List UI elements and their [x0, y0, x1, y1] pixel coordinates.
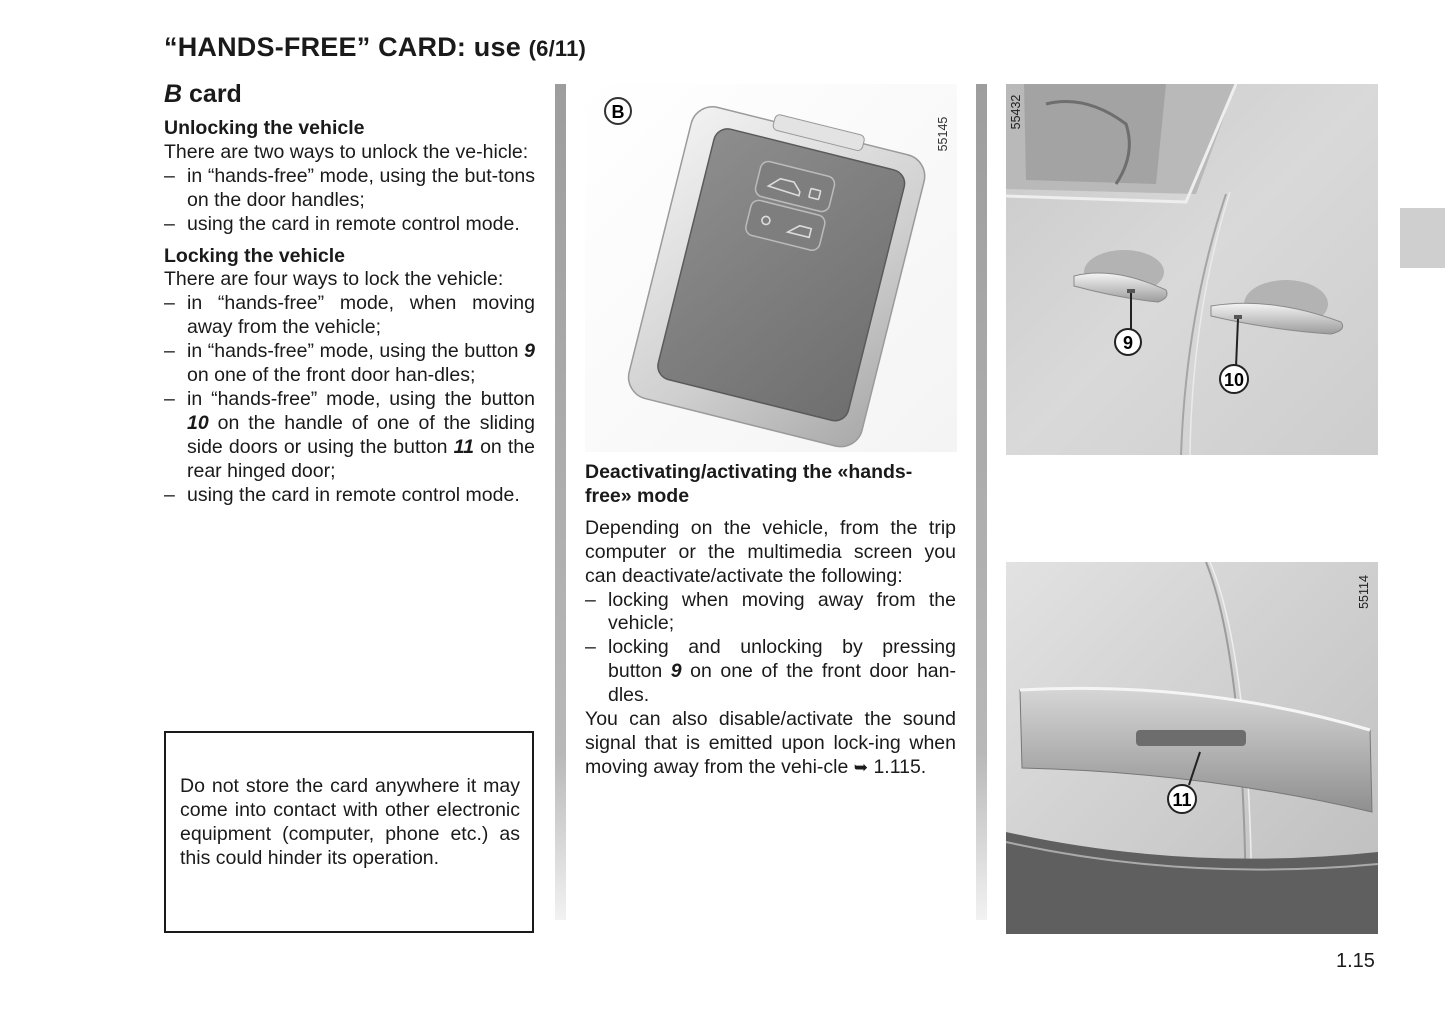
callout-11: 11: [1172, 790, 1192, 810]
unlocking-heading: Unlocking the vehicle: [164, 117, 365, 139]
callout-9: 9: [1122, 333, 1134, 353]
unlocking-intro: There are two ways to unlock the ve-hicle:: [164, 140, 529, 163]
list-text: locking and unlocking by pressing button: [608, 636, 956, 683]
list-item: – in “hands-free” mode, using the but-tons on the door handles;: [164, 165, 535, 213]
figure-code: 55114: [1357, 575, 1371, 609]
warning-box: [164, 731, 534, 933]
section-letter: B: [164, 80, 183, 108]
locking-heading: Locking the vehicle: [164, 244, 345, 267]
outro-text: You can also disable/activate the sound signal that is emitted upon lock-ing when moving away from the vehi-cle: [585, 708, 956, 778]
deactivating-list: [585, 589, 956, 709]
list-text: in “hands-free” mode, using the button: [187, 387, 535, 410]
middle-column: [585, 461, 956, 780]
column-divider: [976, 84, 987, 920]
list-item: [164, 340, 535, 388]
page-title: [164, 32, 586, 63]
section-word: card: [189, 80, 242, 108]
door-handle-illustration: [1006, 84, 1378, 455]
left-column: [164, 117, 535, 508]
button-ref: 10: [187, 411, 209, 434]
card-illustration: [585, 84, 957, 452]
list-item: – locking when moving away from the vehicle;: [585, 589, 956, 637]
button-ref: 9: [524, 340, 535, 363]
figure-code: 55432: [1009, 94, 1023, 130]
page-title-main: “HANDS-FREE” CARD: use: [164, 32, 521, 62]
chapter-tab: [1400, 208, 1445, 268]
locking-intro: There are four ways to lock the vehicle:: [164, 268, 504, 291]
section-title: [164, 80, 242, 109]
callout-10: 10: [1223, 370, 1245, 390]
figure-code: 55145: [936, 116, 950, 152]
warning-text: Do not store the card anywhere it may come into contact with other electronic equipment (computer, phone etc.) as this could hinder its operation.: [180, 775, 520, 869]
list-text: on the rear hinged door;: [187, 435, 535, 482]
list-text: on one of the front door han-dles;: [187, 364, 476, 387]
button-ref: 11: [453, 435, 474, 458]
figure-label: B: [611, 102, 625, 122]
list-item: [585, 636, 956, 708]
list-item: – in “hands-free” mode, when moving away from the vehicle;: [164, 292, 535, 340]
deactivating-heading: Deactivating/activating the «hands-free» mode: [585, 461, 913, 507]
page-reference-link[interactable]: 1.115.: [873, 755, 927, 778]
list-text: in “hands-free” mode, using the button: [187, 340, 519, 363]
list-text: on the handle of one of the sliding side doors or using the button: [187, 411, 535, 458]
list-item: [164, 388, 535, 484]
page-number: 1.15: [1336, 950, 1375, 972]
button-ref: 9: [670, 660, 682, 683]
rear-door-illustration: [1006, 562, 1378, 934]
list-text: on one of the front door han-dles.: [608, 660, 956, 707]
deactivating-outro: [585, 708, 956, 780]
arrow-icon: ➥: [853, 757, 869, 777]
deactivating-intro: Depending on the vehicle, from the trip computer or the multimedia screen you can deactivate/activate the following:: [585, 516, 956, 587]
column-divider: [555, 84, 566, 920]
list-item: – using the card in remote control mode.: [164, 213, 535, 237]
unlocking-list: [164, 165, 535, 237]
locking-list: [164, 292, 535, 507]
list-item: – using the card in remote control mode.: [164, 484, 535, 508]
page-title-part: (6/11): [528, 36, 587, 61]
